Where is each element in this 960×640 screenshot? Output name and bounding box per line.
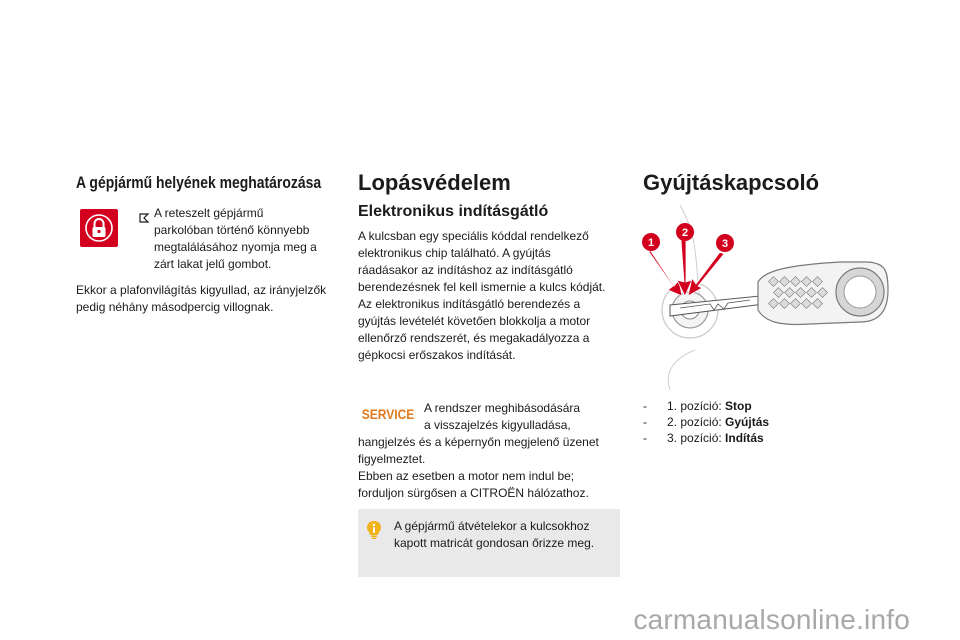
list-dash: - <box>643 415 647 429</box>
ignition-positions-list <box>643 399 769 447</box>
service-line: a visszajelzés kigyulladása, <box>424 418 571 432</box>
para-line: gépkocsi erőszakos indítását. <box>358 348 516 362</box>
para-line: Az elektronikus indításgátló berendezés a <box>358 297 581 311</box>
position-item <box>643 415 769 431</box>
para-line: berendezésnek fel kell ismernie a kulcs kódját. <box>358 280 606 294</box>
service-warning-icon <box>361 405 415 423</box>
position-item <box>643 399 769 415</box>
position-value: Gyújtás <box>725 415 770 429</box>
info-line: A gépjármű átvételekor a kulcsokhoz <box>394 519 590 533</box>
lock-button-icon <box>80 209 118 247</box>
para-line: pedig néhány másodpercig villognak. <box>76 300 274 314</box>
service-label: SERVICE <box>361 406 415 423</box>
para-line: elektronikus chip található. A gyújtás <box>358 246 551 260</box>
position-label: 1. pozíció: <box>667 399 726 413</box>
list-dash: - <box>643 431 647 445</box>
service-line: figyelmeztet. <box>358 452 426 466</box>
para-line: gyújtás levételét követően blokkolja a motor <box>358 314 591 328</box>
lock-line: zárt lakat jelű gombot. <box>154 257 272 271</box>
watermark: carmanualsonline.info <box>633 604 910 635</box>
position-value: Stop <box>725 399 752 413</box>
para-line: Ekkor a plafonvilágítás kigyullad, az irányjelzők <box>76 283 327 297</box>
lock-line: A reteszelt gépjármű <box>154 206 264 220</box>
position-badge-3 <box>716 234 734 252</box>
section-title-ignition: Gyújtáskapcsoló <box>643 170 820 195</box>
info-line: kapott matricát gondosan őrizze meg. <box>394 536 595 550</box>
section-title-antitheft: Lopásvédelem <box>358 170 511 195</box>
position-item <box>643 431 769 447</box>
para-line: ráadásakor az indításhoz az indításgátló <box>358 263 573 277</box>
para-line: A kulcsban egy speciális kóddal rendelkező <box>358 229 589 243</box>
ignition-key-illustration <box>640 200 890 390</box>
subsection-title-immobiliser: Elektronikus indításgátló <box>358 203 549 220</box>
para-line: ellenőrző rendszerét, és megakadályozza a <box>358 331 590 345</box>
position-value: Indítás <box>725 431 764 445</box>
lock-line: parkolóban történő könnyebb <box>154 223 310 237</box>
lock-instruction-text <box>154 205 344 273</box>
badge-label: 2 <box>681 227 689 239</box>
service-line: hangjelzés és a képernyőn megjelenő üzenet <box>358 435 599 449</box>
position-label: 3. pozíció: <box>667 431 726 445</box>
position-label: 2. pozíció: <box>667 415 726 429</box>
lights-paragraph <box>76 282 351 316</box>
info-icon <box>366 520 382 540</box>
section-title-vehicle-location: A gépjármű helyének meghatározása <box>76 173 322 192</box>
bullet-pointer-icon <box>138 211 150 223</box>
badge-label: 3 <box>721 238 729 250</box>
position-badge-2 <box>676 223 694 241</box>
info-text <box>394 518 614 552</box>
service-line: forduljon sürgősen a CITROËN hálózathoz. <box>358 486 589 500</box>
badge-label: 1 <box>647 237 655 249</box>
lock-line: megtalálásához nyomja meg a <box>154 240 317 254</box>
service-text-indented <box>424 400 624 434</box>
info-box <box>358 509 620 577</box>
position-badge-1 <box>642 233 660 251</box>
service-line: Ebben az esetben a motor nem indul be; <box>358 469 575 483</box>
immobiliser-paragraph <box>358 228 623 364</box>
service-text <box>358 434 623 502</box>
service-line: A rendszer meghibásodására <box>424 401 581 415</box>
list-dash: - <box>643 399 647 413</box>
